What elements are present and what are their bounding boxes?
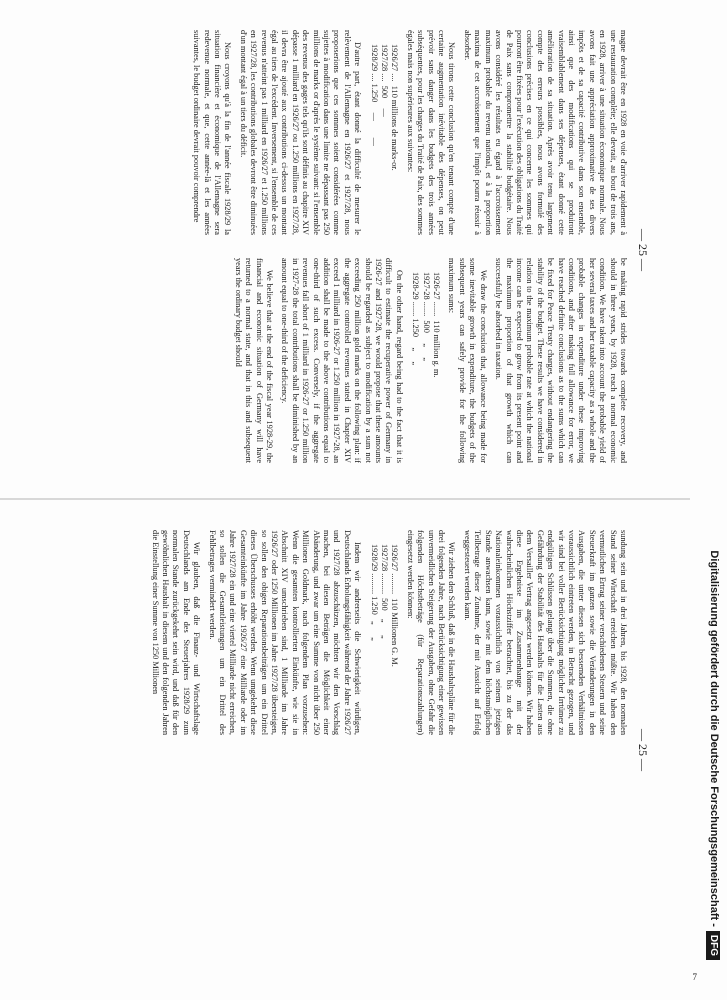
paragraph: be making rapid strides towards complete recovery, and should in three years, by 1928, reach a normal economic condition. We have taken into account the probable yield of her several taxes and her taxable capacity as a whole and the probable changes in expenditure under these improving conditions, and after making full allowance for error, we have reached definite conclusions as to the sums which can be fixed for Peace Treaty charges, without endangering the stability of the budget. These results we have considered in relation to the maximum probable rate at which the national income can be expected to grow from its present point and the maximum proportion of that growth which can successfully be absorbed in taxation.	[494, 258, 628, 463]
table-row: 1927/28 .......... 500 „ „	[380, 544, 390, 639]
paragraph: Indem wir andrerseits die Schwierigkeit würdigen, Deutschlands Erholungsfähigkeit während der Jahre 1926/27 und 1927/28 abzuschätzen, möchten wir den Vorschlag machen, bei diesen Beträgen die Möglichkeit einer Abänderung, und zwar um eine Summe von nicht über 250 Millionen Goldmark, nach folgendem Plan vorzusehen: Wenn die gesamten kontrollierten Einkünfte, wie sie in Abschnitt XIV umschrieben sind, 1 Milliarde im Jahre 1926/27 oder 1250 Millionen im Jahre 1927/28 übersteigen, so sollen den obigen Reparationsbeiträgen um ein Drittel dieses Überschusses erhöht werden. Wenn umgekehrt diese Gesamteinkünfte im Jahre 1926/27 eine Milliarde oder im Jahre 1927/28 ein und eine viertel Milliarde nicht erreichen, so sollen die Gesamtleistungen um ein Drittel des Fehlbetrages vermindert werden.	[207, 530, 363, 735]
german-column	[144, 530, 628, 735]
paragraph: sundung sein und in drei Jahren, bis 1928, den normalen Stand seiner Wirtschaft erreichen müßte. Wir haben den vermutlichen Ertrag seiner verschiedenen Steuern und seine Steuerkraft im ganzen sowie die Veränderungen in den Ausgaben, die unter diesen sich bessernden Verhältnissen voraussichtlich eintreten werden, in Betracht gezogen, und wir sind bei voller Berücksichtigung möglicher Irrtümer zu endgültigen Schlüssen gelangt über die Summen, die ohne Gefährdung der Stabilität des Haushalts für die Lasten aus dem Versailler Vertrag angesetzt werden können. Wir haben diese Ergebnisse im Zusammenhange mit der wahrscheinlichen Höchstziffer betrachtet, bis zu der das Nationaleinkommen voraussichtlich von seinem jetzigen Stande anwachsen kann, sowie mit dem höchstmöglichen Teilbetrage dieser Zunahme, der mit Aussicht auf Erfolg weggesteuert werden kann.	[462, 530, 628, 735]
table-row: 1926/27 .......... 110 Millionen G. M.	[390, 544, 400, 667]
paragraph: magne devrait être en 1928 en voie d'arriver rapidement à une restauration complète; elle devrait, au bout de trois ans, en 1928, arriver à une situation économique normale. Nous avons fait une appréciation approximative de ses divers impôts et de sa capacité contributive dans son ensemble, ainsi que des modifications qui se produiront vraisemblablement dans ses dépenses, étant donné cette amélioration de sa situation. Après avoir tenu largement compte des erreurs possibles, nous avons formulé des conclusions précises en ce qui concerne les sommes qui pourront être fixées pour l'exécution des obligations du Traité de Paix sans compromettre la stabilité budgétaire. Nous avons considéré les résultats eu égard à l'accroissement maximum probable du revenu national, et à la proportion maxima de cet accroissement que l'impôt pourra réussir à absorber.	[462, 30, 628, 235]
dfg-logo: DFG	[706, 931, 720, 960]
french-column	[186, 30, 628, 235]
credit-text: Digitalisierung gefördert durch die Deutsche Forschungsgemeinschaft -	[708, 550, 720, 927]
paragraph: D'autre part, étant donné la difficulté de mesurer le relèvement de l'Allemagne en 1926/27 et 1927/28, nous proposerions que ces sommes soient considérées comme sujettes à modification dans une limite ne dépassant pas 250 millions de marks or d'après le système suivant: si l'ensemble des revenus des gages tels qu'ils sont définis au chapitre XIV dépasse 1 milliard en 1926/27 ou 1.250 millions en 1927/28, il devra être ajouté aux contributions ci-dessus un montant égal au tiers de l'excédent. Inversement, si l'ensemble de ces revenus n'atteint pas 1 milliard en 1926/27 et 1.250 millions en 1927/28, les contributions globales devront être diminuées d'un montant égal à un tiers du déficit.	[238, 30, 363, 235]
paragraph: Nous croyons qu'à la fin de l'année fiscale 1928/29 la situation financière et économique de l'Allemagne sera redevenue normale, et que, cette année-là et les années suivantes, le budget ordinaire devrait pouvoir comprendre	[192, 30, 233, 235]
amounts-table	[410, 272, 441, 463]
left-page	[0, 0, 690, 500]
amounts-table	[368, 44, 399, 235]
digitization-credit	[703, 0, 725, 1000]
footer-band	[703, 0, 725, 1000]
side-mark: 7	[692, 972, 697, 982]
table-row: 1926/27 .... 110 millions de marks-or.	[390, 44, 400, 171]
page-number: — 25 —	[636, 729, 650, 771]
table-row: 1928/29 .... 1.250 — —	[369, 44, 379, 146]
table-row: 1928/29 .......... 1.250 „ „	[369, 544, 379, 641]
table-row: 1926-27 ....... 110 million g. m.	[432, 272, 442, 378]
page-number: — 25 —	[636, 229, 650, 271]
paragraph: Wir glauben, daß die Finanz- und Wirtschaftslage Deutschlands am Ende des Steuerjahres 1928/29 zum normalen Stande zurückgekehrt sein wird, und daß für den gewöhnlichen Haushalt in diesem und den folgenden Jahren die Einstellung einer Summe von 1250 Millionen	[150, 530, 202, 735]
table-row: 1927/28 .... 500 —	[380, 44, 390, 117]
paragraph: Wir ziehen den Schluß, daß in die Haushaltspläne für die drei folgenden Jahre, nach Berücksichtigung einer gewissen unvermeidlichen Steigerung der Ausgaben, ohne Gefahr die folgenden Höchstbeträge (für Reparationszahlungen) eingesetzt werden können:	[405, 530, 457, 735]
paragraph: We believe that at the end of the fiscal year 1928-29, the financial and economic situation of Germany will have returned to a normal state, and that in this and subsequent years the ordinary budget should	[233, 258, 274, 463]
paragraph: Nous tirons cette conclusion qu'en tenant compte d'une certaine augmentation inévitable des dépenses, on peut prévoir sans danger dans les budgets des trois années subséquentes, pour les charges du Traité de Paix, des sommes égales mais non supérieures aux suivantes:	[405, 30, 457, 235]
paragraph: On the other hand, regard being had to the fact that it is difficult to estimate the recuperative power of Germany in 1926-27 and 1927-28, we would propose that these amounts should be regarded as subject to modification by a sum not exceeding 250 million gold marks on the following plan: if the aggregate controlled revenues stated in Chapter XIV exceed 1 milliard in 1926-27 or 1.250 million in 1927-28, an addition shall be made to the above contributions equal to one-third of such excess. Conversely, if the aggregate revenues fall short of 1 milliard in 1926-27 or 1.250 million in 1927-28 the total contributions shall be diminished by an amount equal to one-third of the deficiency.	[280, 258, 404, 463]
table-row: 1927-28 ....... 500 „ „	[421, 272, 431, 361]
table-row: 1928-29 ....... 1.250 „ „	[411, 272, 421, 366]
paragraph: We draw the conclusion that, allowance being made for some inevitable growth in expenditure, the budgets of the subsequent years can safely provide for the following maximum sums:	[447, 258, 488, 463]
english-column	[227, 258, 628, 463]
amounts-table	[368, 544, 399, 735]
right-page	[0, 500, 690, 1000]
